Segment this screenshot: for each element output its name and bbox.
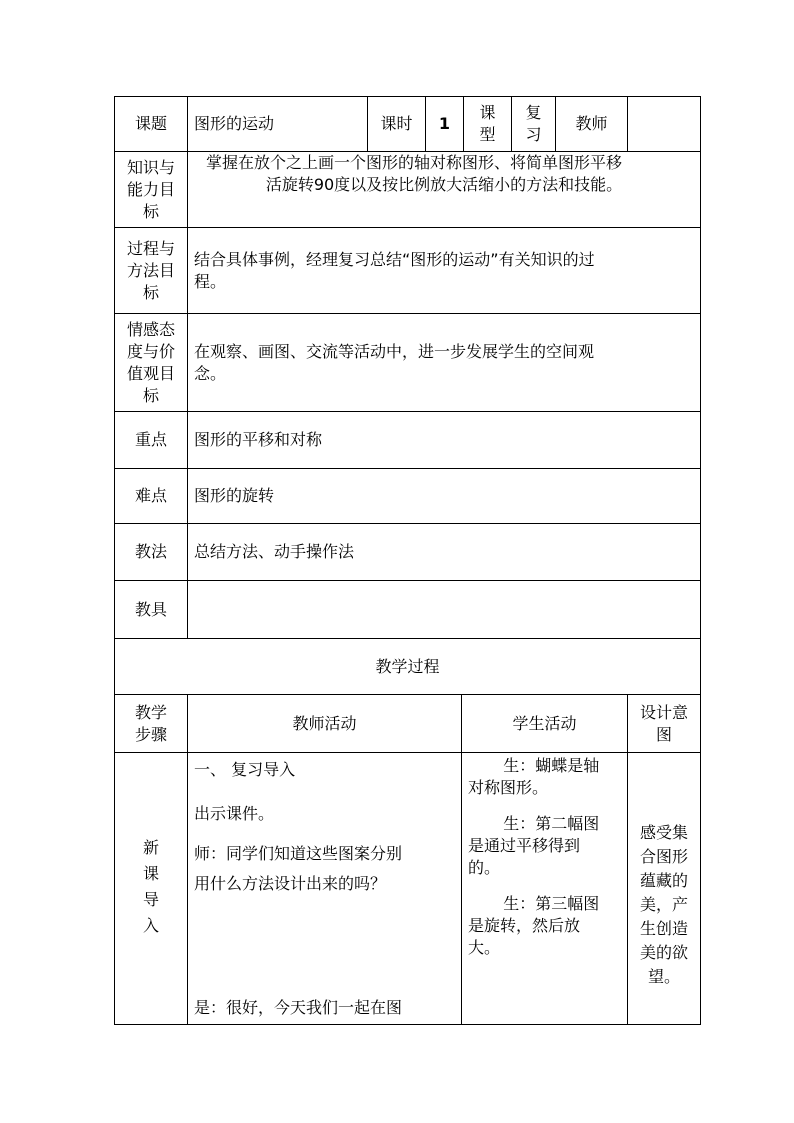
step-name-char: 课 [142, 864, 159, 883]
col-student-header: 学生活动 [462, 695, 628, 753]
design-line: 生创造 [639, 919, 688, 938]
design-line: 合图形 [639, 847, 688, 866]
teacher-line: 用什么方法设计出来的吗？ [194, 874, 387, 893]
col-teacher-header: 教师活动 [188, 695, 462, 753]
teacher-activity [188, 753, 462, 1025]
process-label [115, 228, 188, 314]
period-value: 1 [426, 97, 464, 152]
student-item-line: 生：第三幅图 [503, 894, 600, 913]
col-design-header [628, 695, 701, 753]
step-name-char: 导 [142, 890, 159, 909]
difficulty-label: 难点 [115, 469, 188, 524]
step-name [115, 753, 188, 1025]
step-name-char: 新 [142, 838, 159, 857]
knowledge-text-line: 活旋转90度以及按比例放大活缩小的方法和技能。 [265, 175, 623, 194]
process-text [188, 228, 701, 314]
tools-row [115, 581, 701, 639]
col-step-header-line: 步骤 [134, 724, 167, 744]
design-line: 美，产 [639, 895, 688, 914]
knowledge-row [115, 152, 701, 228]
process-text-line: 程。 [194, 271, 227, 291]
emotion-label-line: 值观目 [126, 363, 175, 383]
student-item-line: 大。 [468, 938, 501, 957]
emotion-label-line: 度与价 [126, 341, 175, 361]
student-item-line: 生：第二幅图 [503, 814, 600, 833]
emotion-text-line: 念。 [194, 363, 227, 383]
design-line: 望。 [647, 967, 680, 986]
teacher-line: 出示课件。 [194, 804, 275, 823]
knowledge-label-line: 知识与 [126, 157, 175, 177]
process-title-row [115, 639, 701, 695]
emotion-text [188, 314, 701, 412]
tools-label: 教具 [115, 581, 188, 639]
student-item [468, 755, 621, 799]
student-item [468, 893, 621, 959]
key-point-row [115, 412, 701, 469]
process-label-line: 方法目 [126, 260, 175, 280]
method-text: 总结方法、动手操作法 [188, 524, 701, 581]
knowledge-text [188, 152, 701, 228]
type-label [464, 97, 512, 152]
process-header-row [115, 695, 701, 753]
type-value [512, 97, 556, 152]
teacher-label: 教师 [556, 97, 628, 152]
knowledge-label-line: 能力目 [126, 179, 175, 199]
process-title: 教学过程 [115, 639, 701, 695]
lesson-header-table [114, 96, 701, 152]
col-design-header-line: 设计意 [639, 702, 688, 722]
period-label: 课时 [368, 97, 426, 152]
teaching-process-table [114, 694, 701, 1025]
teacher-line: 是：很好，今天我们一起在图 [194, 998, 403, 1017]
student-item-line: 生：蝴蝶是轴 [503, 756, 600, 775]
teacher-line: 师：同学们知道这些图案分别 [194, 844, 403, 863]
design-line: 感受集 [639, 823, 688, 842]
process-label-line: 过程与 [126, 238, 175, 258]
difficulty-row [115, 469, 701, 524]
col-design-header-line: 图 [655, 724, 672, 744]
teacher-line: 一、 复习导入 [194, 760, 296, 779]
tools-text [188, 581, 701, 639]
type-value-line-1: 复 [525, 103, 542, 122]
emotion-label [115, 314, 188, 412]
design-intent [628, 753, 701, 1025]
method-row [115, 524, 701, 581]
lesson-info-table [114, 151, 701, 695]
emotion-label-line: 标 [142, 385, 159, 405]
student-item-line: 对称图形。 [468, 778, 549, 797]
student-activity [462, 753, 628, 1025]
emotion-row [115, 314, 701, 412]
step-name-char: 入 [142, 916, 159, 935]
type-label-line-2: 型 [479, 125, 496, 144]
knowledge-text-line: 掌握在放个之上画一个图形的轴对称图形、将简单图形平移 [206, 153, 623, 172]
topic-label: 课题 [115, 97, 188, 152]
emotion-text-line: 在观察、画图、交流等活动中，进一步发展学生的空间观 [194, 341, 595, 361]
type-label-line-1: 课 [479, 103, 496, 122]
design-line: 美的欲 [639, 943, 688, 962]
teacher-value [628, 97, 701, 152]
col-step-header-line: 教学 [134, 702, 167, 722]
process-row-new-lesson [115, 753, 701, 1025]
key-point-label: 重点 [115, 412, 188, 469]
col-step-header [115, 695, 188, 753]
process-row [115, 228, 701, 314]
knowledge-label [115, 152, 188, 228]
key-point-text: 图形的平移和对称 [188, 412, 701, 469]
knowledge-label-line: 标 [142, 201, 159, 221]
process-label-line: 标 [142, 282, 159, 302]
type-value-line-2: 习 [525, 125, 542, 144]
student-item-line: 的。 [468, 858, 501, 877]
method-label: 教法 [115, 524, 188, 581]
emotion-label-line: 情感态 [126, 319, 175, 339]
student-item-line: 是通过平移得到 [468, 836, 581, 855]
student-item-line: 是旋转，然后放 [468, 916, 581, 935]
design-line: 蕴藏的 [639, 871, 688, 890]
topic-value: 图形的运动 [188, 97, 368, 152]
difficulty-text: 图形的旋转 [188, 469, 701, 524]
process-text-line: 结合具体事例，经理复习总结“图形的运动”有关知识的过 [194, 249, 595, 269]
student-item [468, 813, 621, 879]
